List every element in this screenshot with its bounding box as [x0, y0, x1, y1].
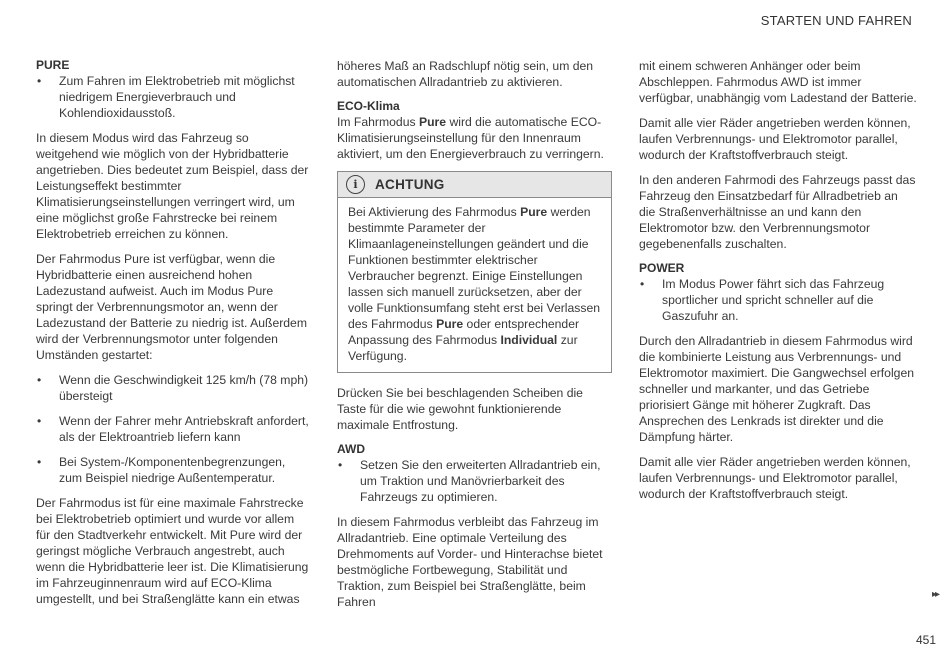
- list-item: • Setzen Sie den erweiterten Allradantrieb ein, um Traktion und Manövrierbarkeit des Fahrzeugs zu optimieren.: [337, 457, 612, 505]
- bold-term: Pure: [436, 317, 464, 331]
- caution-text: [348, 204, 601, 364]
- bold-term: Pure: [418, 115, 447, 129]
- list-item: • Bei System-/Komponentenbegrenzungen, zum Beispiel niedrige Außentemperatur.: [36, 454, 311, 486]
- text-run: wird die automatische ECO-Klimatisierungseinstellung für den Innenraum aktiviert, um den Energieverbrauch zu verringern.: [337, 115, 604, 161]
- text-run: oder entsprechender Anpassung des Fahrmodus: [348, 317, 580, 347]
- paragraph: In diesem Modus wird das Fahrzeug so weitgehend wie möglich von der Hybridbatterie angetrieben. Dies bedeutet zum Beispiel, dass der Leistungseffekt bestimmter Klimatisierungseinstellungen verringert wird, um eine möglichst große Fahrstrecke bei reinem Elektrobetrieb erreichen zu können.: [36, 131, 309, 241]
- list-item: • Wenn der Fahrer mehr Antriebskraft anfordert, als der Elektroantrieb liefern kann: [36, 413, 311, 445]
- heading-eco-klima: ECO-Klima: [337, 99, 400, 113]
- heading-power: POWER: [639, 261, 685, 275]
- paragraph: höheres Maß an Radschlupf nötig sein, um den automatischen Allradantrieb zu aktivieren.: [337, 59, 594, 89]
- paragraph: [337, 114, 612, 162]
- power-bullet-list: [639, 276, 917, 324]
- info-icon: i: [346, 175, 365, 194]
- column-3: [639, 58, 917, 511]
- double-arrow-right-icon[interactable]: ▸▸: [931, 589, 938, 600]
- paragraph: Damit alle vier Räder angetrieben werden können, laufen Verbrennungs- und Elektromotor parallel, wodurch der Kraftstoffverbrauch steigt.: [639, 455, 911, 501]
- column-2: [337, 58, 612, 619]
- caution-title: ACHTUNG: [375, 176, 445, 192]
- heading-pure: PURE: [36, 58, 70, 72]
- list-item: • Im Modus Power fährt sich das Fahrzeug sportlicher und spricht schneller auf die Gaszufuhr an.: [639, 276, 917, 324]
- paragraph: In den anderen Fahrmodi des Fahrzeugs passt das Fahrzeug den Einsatzbedarf für Allradbetrieb an die Straßenverhältnisse an und kann den Elektromotor bzw. den Verbrennungsmotor gegebenenfalls zuschalten.: [639, 173, 916, 251]
- bold-term: Pure: [520, 205, 548, 219]
- page-number: 451: [915, 633, 936, 647]
- paragraph: mit einem schweren Anhänger oder beim Abschleppen. Fahrmodus AWD ist immer verfügbar, unabhängig vom Ladestand der Batterie.: [639, 59, 917, 105]
- list-item: • Wenn die Geschwindigkeit 125 km/h (78 mph) übersteigt: [36, 372, 311, 404]
- caution-body: [338, 198, 611, 372]
- awd-bullet-list: [337, 457, 612, 505]
- text-run: werden bestimmte Parameter der Klimaanlageneinstellungen geändert und die Funktionen bestimmter elektrischer Verbraucher begrenzt. Einige Einstellungen lassen sich manuell zurücksetzen, aber der volle Funktionsumfang steht erst bei Verlassen des Fahrmodus: [348, 205, 601, 331]
- pure-bullet-list: [36, 73, 311, 121]
- paragraph: Durch den Allradantrieb in diesem Fahrmodus wird die kombinierte Leistung aus Verbrennungs- und Elektromotor maximiert. Die Gangwechsel erfolgen schneller und markanter, und das Getriebe priorisiert Gänge mit höherer Zugkraft. Das Ansprechen des Lenkrads ist direkter und die Dämpfung härter.: [639, 334, 915, 444]
- heading-awd: AWD: [337, 442, 365, 456]
- bold-term: Individual: [500, 333, 558, 347]
- engine-start-conditions: [36, 372, 311, 486]
- paragraph: Damit alle vier Räder angetrieben werden können, laufen Verbrennungs- und Elektromotor parallel, wodurch der Kraftstoffverbrauch steigt.: [639, 116, 911, 162]
- text-run: Im Fahrmodus: [337, 115, 419, 129]
- paragraph: In diesem Fahrmodus verbleibt das Fahrzeug im Allradantrieb. Eine optimale Verteilung des Drehmoments auf Vorder- und Hinterachse bietet bestmögliche Fortbewegung, Stabilität und Traktion, zum Beispiel bei Straßenglätte, beim Fahren: [337, 515, 603, 609]
- paragraph: Drücken Sie bei beschlagenden Scheiben die Taste für die wie gewohnt funktionierende maximale Entfrostung.: [337, 386, 583, 432]
- paragraph: Der Fahrmodus Pure ist verfügbar, wenn die Hybridbatterie einen ausreichend hohen Ladezustand aufweist. Auch im Modus Pure springt der Verbrennungsmotor an, wenn der Ladezustand der Batterie zu niedrig ist. Außerdem wird der Verbrennungsmotor unter folgenden Umständen gestartet:: [36, 252, 307, 362]
- list-item: • Zum Fahren im Elektrobetrieb mit möglichst niedrigem Energieverbrauch und Kohlendioxidausstoß.: [36, 73, 311, 121]
- text-run: zur Verfügung.: [348, 333, 578, 363]
- section-title: STARTEN UND FAHREN: [760, 13, 912, 28]
- paragraph: Der Fahrmodus ist für eine maximale Fahrstrecke bei Elektrobetrieb optimiert und wurde vor allem für den Stadtverkehr entwickelt. Mit Pure wird der geringst mögliche Verbrauch angestrebt, auch wenn die Hybridbatterie leer ist. Die Klimatisierung im Fahrzeuginnenraum wird auf ECO-Klima umgestellt, und bei Straßenglätte kann ein etwas: [36, 496, 309, 606]
- column-1: [36, 58, 311, 616]
- caution-header: [338, 172, 611, 198]
- caution-box: [337, 171, 612, 373]
- text-run: Bei Aktivierung des Fahrmodus: [348, 205, 521, 219]
